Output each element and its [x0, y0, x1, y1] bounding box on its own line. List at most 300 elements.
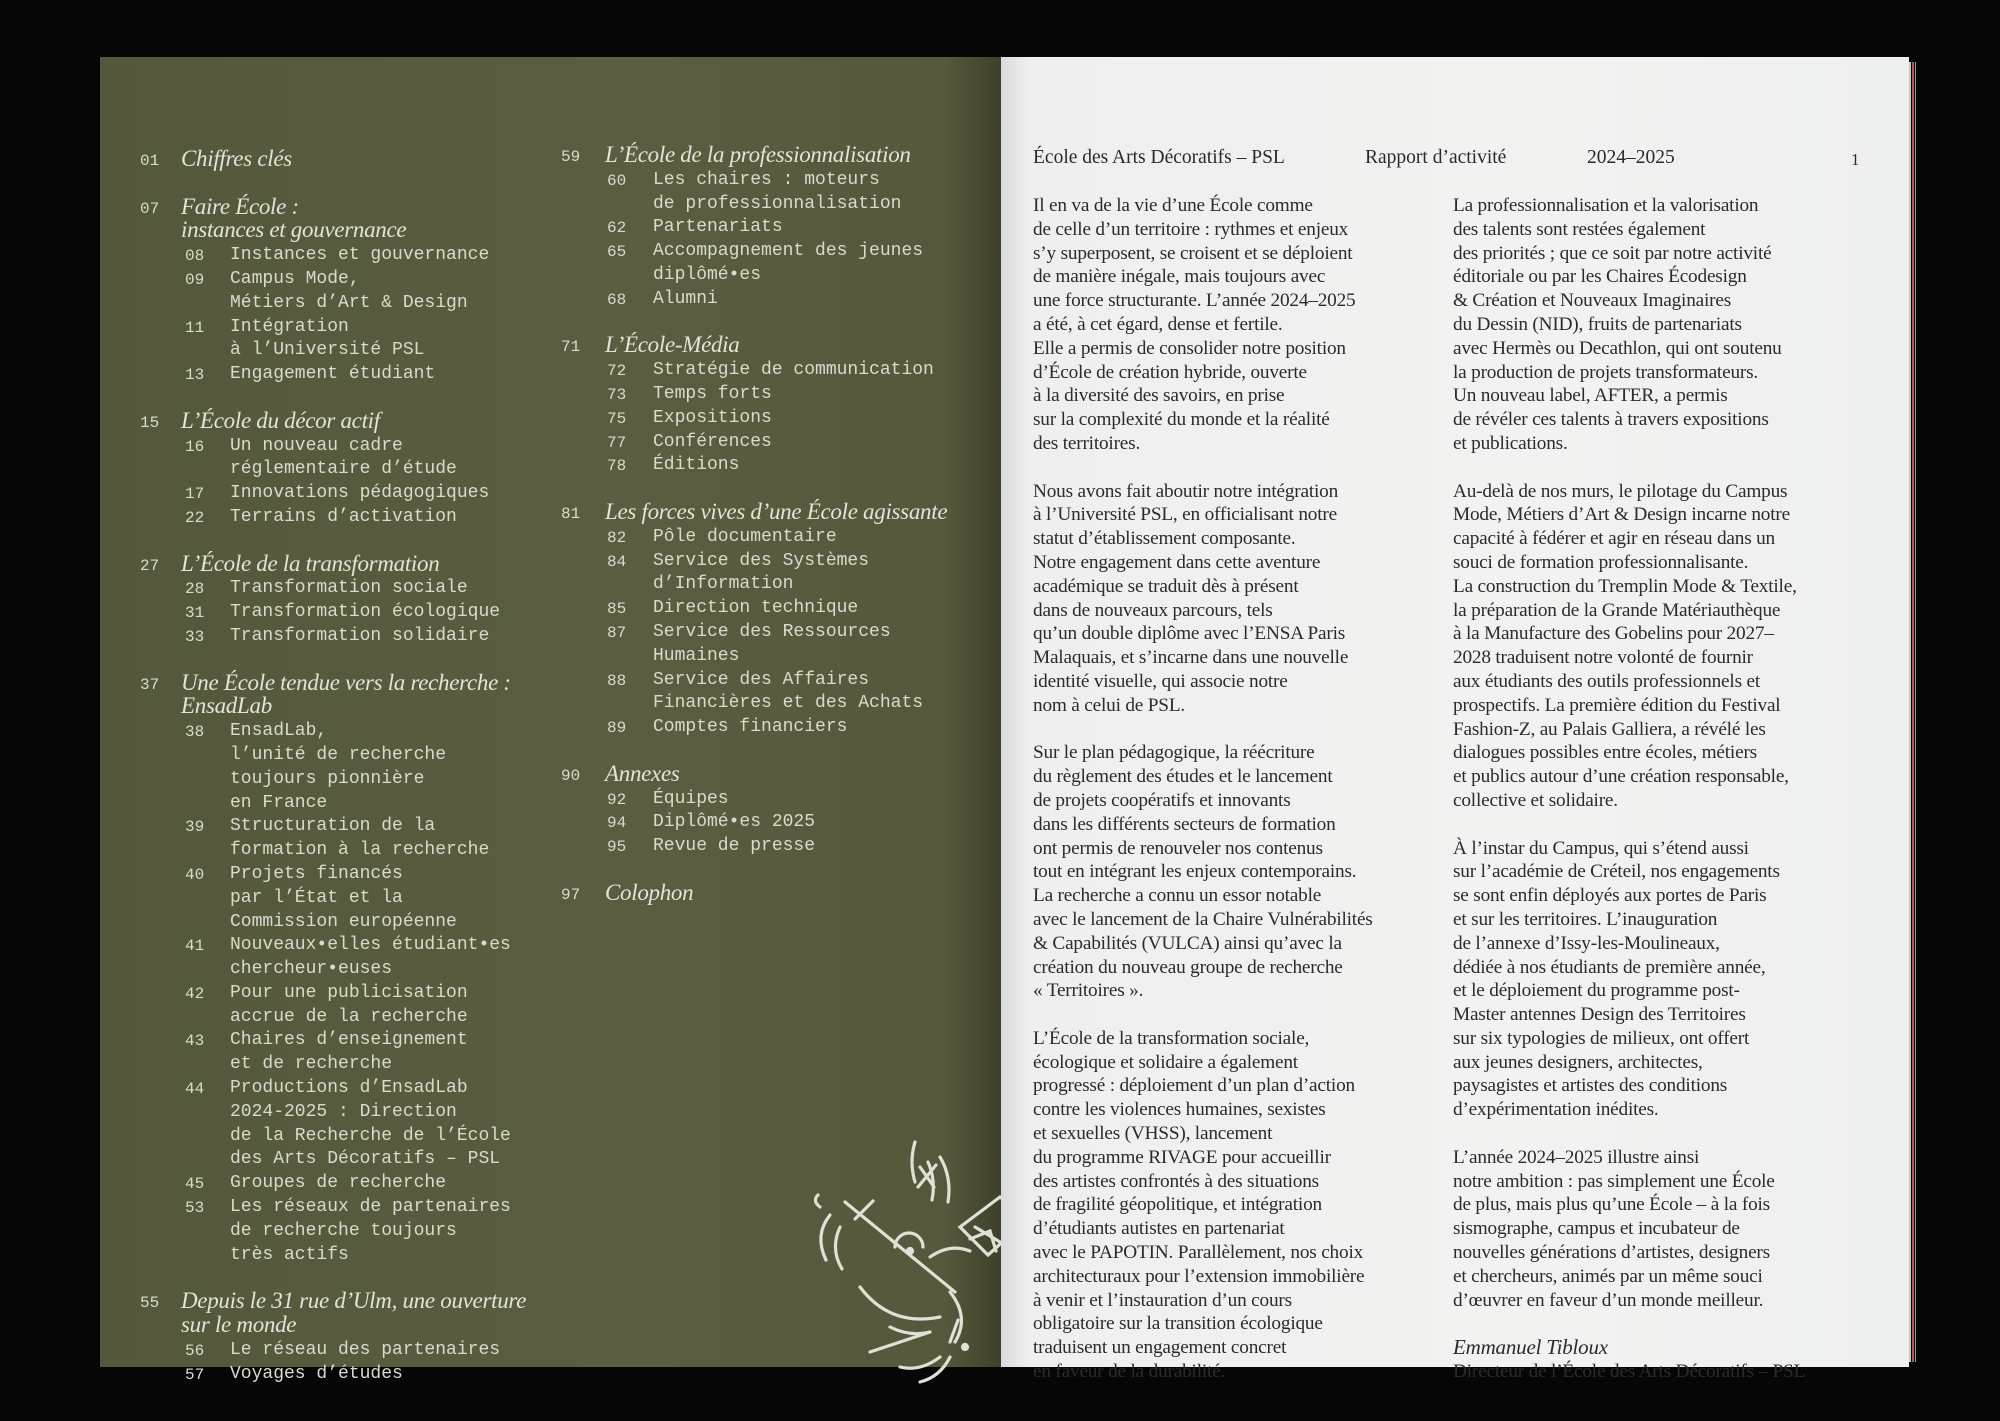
- toc-item-line: [140, 1148, 560, 1172]
- toc-section-heading-line: [561, 760, 981, 788]
- paragraph-line: aux étudiants des outils professionnels et: [1453, 670, 1761, 692]
- toc-item-title: de professionnalisation: [653, 193, 902, 214]
- signature-title: Directeur de l’École des Arts Décoratifs – PSL: [1453, 1361, 1806, 1383]
- paragraph-line: de fragilité géopolitique, et intégration: [1033, 1194, 1322, 1216]
- paragraph-line: de révéler ces talents à travers expositions: [1453, 409, 1769, 431]
- toc-item-line: [140, 1006, 560, 1030]
- toc-spacer: [561, 907, 981, 931]
- toc-item-title: Service des Affaires: [653, 669, 870, 690]
- paragraph-line: sur l’académie de Créteil, nos engagements: [1453, 861, 1780, 883]
- toc-item-page-number: 65: [607, 243, 627, 262]
- toc-item-line: [561, 383, 981, 407]
- toc-section: [140, 550, 560, 649]
- toc-item-title: Expositions: [653, 407, 772, 428]
- toc-section-page-number: 97: [561, 885, 581, 904]
- toc-item-title: Commission européenne: [230, 911, 457, 932]
- paragraph-line: des talents sont restées également: [1453, 218, 1706, 240]
- paragraph-line: dédiée à nos étudiants de première année,: [1453, 956, 1766, 978]
- toc-item-title: toujours pionnière: [230, 768, 425, 789]
- paragraph-line: d’étudiants autistes en partenariat: [1033, 1218, 1285, 1240]
- toc-item-title: Service des Systèmes: [653, 550, 870, 571]
- toc-item[interactable]: [561, 835, 981, 859]
- paragraph-line: et sexuelles (VHSS), lancement: [1033, 1123, 1273, 1145]
- toc-item-title: Un nouveau cadre: [230, 435, 403, 456]
- toc-section: [561, 142, 981, 312]
- toc-item-title: en France: [230, 792, 328, 813]
- toc-item-page-number: 09: [185, 270, 205, 289]
- toc-item-line: [140, 1196, 560, 1220]
- toc-item-page-number: 43: [185, 1032, 205, 1051]
- toc-item-line: [561, 359, 981, 383]
- toc-item-title: Transformation écologique: [230, 602, 501, 623]
- paragraph-line: nom à celui de PSL.: [1033, 694, 1186, 716]
- toc-item-line: [140, 625, 560, 649]
- toc-item-title: d’Information: [653, 574, 794, 595]
- paragraph-line: 2028 traduisent notre volonté de fournir: [1453, 647, 1753, 669]
- paragraph-line: notre ambition : pas simplement une École: [1453, 1170, 1775, 1192]
- toc-item-title: Terrains d’activation: [230, 506, 457, 527]
- paragraph-line: sur la complexité du monde et la réalité: [1033, 409, 1330, 431]
- toc-item-title: Les chaires : moteurs: [653, 169, 880, 190]
- header-years: 2024–2025: [1587, 147, 1675, 168]
- toc-item[interactable]: [140, 863, 560, 934]
- paragraph-line: identité visuelle, qui associe notre: [1033, 670, 1288, 692]
- paragraph-line: des priorités ; que ce soit par notre activité: [1453, 242, 1772, 264]
- toc-section-heading-line: [140, 1312, 560, 1339]
- toc-item-line: [140, 1244, 560, 1268]
- paragraph: [1453, 837, 1873, 1123]
- paragraph-line: des territoires.: [1033, 432, 1141, 454]
- toc-item-line: [561, 169, 981, 193]
- toc-item-line: [561, 526, 981, 550]
- toc-section-heading: EnsadLab: [181, 693, 272, 719]
- paragraph-spacer: [1453, 813, 1873, 837]
- toc-section-heading-line: [561, 879, 981, 907]
- toc-section-heading-line: [561, 142, 981, 169]
- toc-item[interactable]: [561, 716, 981, 740]
- toc-section-heading: Faire École :: [181, 193, 299, 219]
- toc-item[interactable]: [140, 982, 560, 1030]
- toc-item-page-number: 38: [185, 723, 205, 742]
- toc-item-line: [561, 692, 981, 716]
- toc-item-title: Groupes de recherche: [230, 1173, 447, 1194]
- toc-item[interactable]: [140, 506, 560, 530]
- paragraph-line: la production de projets transformateurs.: [1453, 361, 1759, 383]
- toc-item-page-number: 11: [185, 318, 205, 337]
- paragraph-line: à l’Université PSL, en officialisant notre: [1033, 504, 1337, 526]
- toc-item-page-number: 40: [185, 865, 205, 884]
- paragraph-line: à venir et l’instauration d’un cours: [1033, 1289, 1292, 1311]
- header-school: École des Arts Décoratifs – PSL: [1033, 147, 1285, 168]
- toc-item-line: [140, 1101, 560, 1125]
- paragraph-line: collective et solidaire.: [1453, 789, 1618, 811]
- toc-item[interactable]: [561, 407, 981, 431]
- paragraph-line: Elle a permis de consolider notre position: [1033, 337, 1346, 359]
- paragraph-line: des artistes confrontés à des situations: [1033, 1170, 1319, 1192]
- toc-item-title: l’unité de recherche: [230, 744, 447, 765]
- paragraph-line: s’y superposent, se croisent et se déploient: [1033, 242, 1353, 264]
- paragraph-line: aux jeunes designers, architectes,: [1453, 1051, 1703, 1073]
- paragraph-line: progressé : déploiement d’un plan d’action: [1033, 1075, 1355, 1097]
- toc-item-title: Innovations pédagogiques: [230, 483, 490, 504]
- paragraph-line: écologique et solidaire a également: [1033, 1051, 1298, 1073]
- paragraph-line: académique se traduit dès à présent: [1033, 575, 1299, 597]
- paragraph-spacer: [1033, 1003, 1433, 1027]
- paragraph-line: Master antennes Design des Territoires: [1453, 1004, 1746, 1026]
- toc-section-page-number: 27: [140, 556, 160, 575]
- toc-item-line: [140, 268, 560, 292]
- toc-item-title: Éditions: [653, 455, 740, 476]
- toc-section-heading: Une École tendue vers la recherche :: [181, 669, 511, 695]
- toc-item[interactable]: [140, 244, 560, 268]
- toc-item-line: [140, 458, 560, 482]
- toc-item-page-number: 94: [607, 814, 627, 833]
- toc-item-title: Le réseau des partenaires: [230, 1339, 501, 1360]
- toc-section-heading-line: [561, 498, 981, 526]
- toc-item-title: de la Recherche de l’École: [230, 1125, 511, 1146]
- toc-item[interactable]: [140, 1363, 560, 1387]
- toc-item-line: [561, 621, 981, 645]
- toc-item-title: Équipes: [653, 788, 729, 809]
- toc-item-title: Humaines: [653, 645, 740, 666]
- paragraph-line: se sont enfin déployés aux portes de Paris: [1453, 885, 1767, 907]
- paragraph-line: obligatoire sur la transition écologique: [1033, 1313, 1323, 1335]
- toc-item-line: [561, 216, 981, 240]
- toc-item[interactable]: [561, 669, 981, 717]
- toc-item[interactable]: [561, 788, 981, 812]
- toc-section-page-number: 90: [561, 766, 581, 785]
- toc-item[interactable]: [561, 240, 981, 288]
- toc-item[interactable]: [140, 435, 560, 483]
- paragraph-line: la préparation de la Grande Matériauthèque: [1453, 599, 1781, 621]
- toc-item-title: à l’Université PSL: [230, 340, 425, 361]
- toc-item-title: Conférences: [653, 431, 772, 452]
- paragraph-line: sismographe, campus et incubateur de: [1453, 1218, 1740, 1240]
- toc-item-page-number: 31: [185, 604, 205, 623]
- toc-item-title: Financières et des Achats: [653, 693, 924, 714]
- toc-item[interactable]: [561, 431, 981, 455]
- toc-item-line: [140, 958, 560, 982]
- toc-item-page-number: 84: [607, 552, 627, 571]
- toc-page: [100, 57, 1001, 1384]
- toc-item-title: par l’État et la: [230, 887, 403, 908]
- paragraph-spacer: [1033, 718, 1433, 742]
- toc-item-line: [140, 792, 560, 816]
- paragraph-line: La professionnalisation et la valorisation: [1453, 195, 1759, 216]
- toc-item-page-number: 28: [185, 580, 205, 599]
- page-edge: [1915, 62, 1916, 1362]
- toc-item[interactable]: [140, 625, 560, 649]
- toc-item-line: [140, 744, 560, 768]
- toc-item-page-number: 13: [185, 366, 205, 385]
- toc-section-heading: Colophon: [605, 879, 694, 905]
- toc-item-title: Direction technique: [653, 598, 859, 619]
- toc-item-line: [140, 506, 560, 530]
- toc-spacer: [140, 530, 560, 554]
- toc-item[interactable]: [140, 363, 560, 387]
- toc-column-left: [140, 146, 560, 1410]
- toc-item-line: [140, 1029, 560, 1053]
- paragraph-line: de manière inégale, mais toujours avec: [1033, 266, 1326, 288]
- toc-item-line: [561, 407, 981, 431]
- toc-item-line: [561, 573, 981, 597]
- paragraph-line: sur six typologies de milieux, ont offert: [1453, 1027, 1750, 1049]
- toc-section-heading-line: [140, 146, 560, 173]
- paragraph-line: La construction du Tremplin Mode & Textile,: [1453, 575, 1797, 597]
- paragraph-line: Malaquais, et s’incarne dans une nouvelle: [1033, 647, 1349, 669]
- toc-item-title: Pôle documentaire: [653, 526, 837, 547]
- toc-item[interactable]: [561, 454, 981, 478]
- toc-section: [561, 879, 981, 907]
- toc-item[interactable]: [140, 720, 560, 815]
- paragraph-line: à la Manufacture des Gobelins pour 2027–: [1453, 623, 1774, 645]
- toc-item[interactable]: [140, 815, 560, 863]
- paragraph-line: À l’instar du Campus, qui s’étend aussi: [1453, 837, 1749, 859]
- toc-item-line: [561, 597, 981, 621]
- toc-item-line: [140, 1363, 560, 1387]
- toc-item-page-number: 22: [185, 508, 205, 527]
- toc-item[interactable]: [561, 597, 981, 621]
- toc-item-title: Comptes financiers: [653, 717, 848, 738]
- toc-item-page-number: 85: [607, 600, 627, 619]
- toc-section-heading-line: [140, 407, 560, 435]
- toc-item-page-number: 77: [607, 433, 627, 452]
- page-edge: [1909, 62, 1911, 1362]
- paragraph-line: éditoriale ou par les Chaires Écodesign: [1453, 266, 1747, 288]
- paragraph-line: capacité à fédérer et agir en réseau dans un: [1453, 528, 1775, 550]
- toc-item[interactable]: [561, 216, 981, 240]
- toc-item-line: [140, 720, 560, 744]
- toc-item-line: [140, 1172, 560, 1196]
- paragraph-line: et chercheurs, animés par un même souci: [1453, 1265, 1763, 1287]
- paragraph-line: & Création et Nouveaux Imaginaires: [1453, 290, 1732, 312]
- toc-item-line: [140, 292, 560, 316]
- toc-section-heading: L’École-Média: [605, 332, 740, 358]
- paragraph-line: Nous avons fait aboutir notre intégration: [1033, 480, 1339, 502]
- toc-section-heading: L’École du décor actif: [181, 407, 380, 433]
- toc-item-line: [140, 435, 560, 459]
- toc-item-title: Transformation solidaire: [230, 625, 490, 646]
- toc-item-title: EnsadLab,: [230, 721, 328, 742]
- toc-item-line: [140, 887, 560, 911]
- toc-section-page-number: 01: [140, 152, 160, 170]
- toc-item-page-number: 89: [607, 719, 627, 738]
- toc-spacer: [140, 1386, 560, 1410]
- toc-item[interactable]: [140, 1172, 560, 1196]
- toc-item-title: réglementaire d’étude: [230, 459, 457, 480]
- toc-section-page-number: 71: [561, 338, 581, 357]
- toc-item-title: Engagement étudiant: [230, 364, 436, 385]
- paragraph-line: ont permis de renouveler nos contenus: [1033, 837, 1323, 859]
- toc-item-title: Transformation sociale: [230, 578, 468, 599]
- paragraph-line: Au-delà de nos murs, le pilotage du Campus: [1453, 480, 1788, 502]
- paragraph: [1453, 194, 1873, 456]
- toc-item-page-number: 82: [607, 528, 627, 547]
- toc-item[interactable]: [561, 621, 981, 669]
- toc-item-page-number: 78: [607, 457, 627, 476]
- toc-section-page-number: 55: [140, 1294, 160, 1313]
- paragraph-line: de celle d’un territoire : rythmes et enjeux: [1033, 218, 1349, 240]
- paragraph-line: L’année 2024–2025 illustre ainsi: [1453, 1146, 1700, 1168]
- toc-item[interactable]: [140, 934, 560, 982]
- paragraph-line: nouvelles générations d’artistes, designers: [1453, 1242, 1770, 1264]
- toc-item-title: Temps forts: [653, 383, 772, 404]
- toc-item[interactable]: [140, 1029, 560, 1077]
- toc-section: [561, 498, 981, 740]
- paragraph-line: de projets coopératifs et innovants: [1033, 789, 1291, 811]
- toc-item-title: Instances et gouvernance: [230, 245, 490, 266]
- paragraph-line: L’École de la transformation sociale,: [1033, 1027, 1310, 1049]
- toc-item-line: [561, 835, 981, 859]
- toc-item-line: [140, 1125, 560, 1149]
- toc-item-page-number: 73: [607, 385, 627, 404]
- toc-item[interactable]: [140, 1077, 560, 1172]
- paragraph-line: de plus, mais plus qu’une École – à la fois: [1453, 1194, 1770, 1216]
- toc-item-line: [140, 911, 560, 935]
- paragraph-line: dans les différents secteurs de formation: [1033, 813, 1336, 835]
- toc-section: [140, 146, 560, 173]
- toc-item-line: [140, 363, 560, 387]
- toc-section-page-number: 81: [561, 504, 581, 523]
- toc-item[interactable]: [561, 526, 981, 550]
- toc-item-page-number: 16: [185, 437, 205, 456]
- toc-item-line: [561, 431, 981, 455]
- toc-item[interactable]: [561, 288, 981, 312]
- toc-item[interactable]: [561, 550, 981, 598]
- paragraph-line: du règlement des études et le lancement: [1033, 766, 1333, 788]
- toc-section-heading: L’École de la transformation: [181, 550, 440, 576]
- toc-item[interactable]: [140, 268, 560, 316]
- paragraph-line: d’École de création hybride, ouverte: [1033, 361, 1307, 383]
- toc-item-line: [140, 839, 560, 863]
- toc-section: [140, 1288, 560, 1386]
- toc-section: [561, 332, 981, 478]
- toc-section: [140, 407, 560, 530]
- paragraph-line: tout en intégrant les enjeux contemporains.: [1033, 861, 1357, 883]
- toc-item-title: de recherche toujours: [230, 1220, 457, 1241]
- toc-item-line: [561, 454, 981, 478]
- paragraph-line: dialogues possibles entre écoles, métiers: [1453, 742, 1757, 764]
- toc-item[interactable]: [561, 359, 981, 383]
- toc-item-line: [140, 1220, 560, 1244]
- toc-item-page-number: 87: [607, 623, 627, 642]
- paragraph-line: en faveur de la durabilité.: [1033, 1361, 1226, 1383]
- toc-item-line: [140, 244, 560, 268]
- toc-item-title: Stratégie de communication: [653, 360, 934, 381]
- toc-item[interactable]: [140, 1196, 560, 1267]
- toc-item-line: [561, 550, 981, 574]
- toc-item-line: [140, 863, 560, 887]
- toc-item[interactable]: [140, 482, 560, 506]
- toc-section-heading: L’École de la professionnalisation: [605, 142, 911, 167]
- paragraph: [1033, 1027, 1433, 1384]
- toc-item-title: diplômé•es: [653, 264, 762, 285]
- paragraph-line: de l’annexe d’Issy-les-Moulineaux,: [1453, 932, 1720, 954]
- paragraph-line: qu’un double diplôme avec l’ENSA Paris: [1033, 623, 1346, 645]
- paragraph-line: du Dessin (NID), fruits de partenariats: [1453, 313, 1742, 335]
- toc-item-page-number: 45: [185, 1175, 205, 1194]
- paragraph-line: avec le lancement de la Chaire Vulnérabilités: [1033, 908, 1373, 930]
- toc-column-right: [561, 142, 981, 930]
- toc-item-title: formation à la recherche: [230, 840, 490, 861]
- toc-item-page-number: 53: [185, 1199, 205, 1218]
- toc-item-line: [561, 240, 981, 264]
- toc-item[interactable]: [140, 577, 560, 601]
- page-edge: [1912, 62, 1914, 1362]
- paragraph-line: dans de nouveaux parcours, tels: [1033, 599, 1273, 621]
- toc-item-title: Diplômé•es 2025: [653, 812, 816, 833]
- paragraph-line: avec Hermès ou Decathlon, qui ont soutenu: [1453, 337, 1782, 359]
- paragraph: [1453, 1146, 1873, 1313]
- toc-item-page-number: 95: [607, 838, 627, 857]
- toc-item-title: très actifs: [230, 1244, 349, 1265]
- toc-item-title: et de recherche: [230, 1054, 393, 1075]
- toc-item-title: Accompagnement des jeunes: [653, 241, 924, 262]
- paragraph-line: traduisent un engagement concret: [1033, 1337, 1287, 1359]
- toc-item[interactable]: [140, 601, 560, 625]
- toc-item-page-number: 42: [185, 984, 205, 1003]
- paragraph-line: « Territoires ».: [1033, 980, 1144, 1002]
- toc-item-line: [561, 811, 981, 835]
- toc-section: [561, 760, 981, 859]
- paragraph: [1033, 480, 1433, 718]
- paragraph-line: Fashion-Z, au Palais Galliera, a révélé les: [1453, 718, 1766, 740]
- toc-item[interactable]: [140, 1339, 560, 1363]
- toc-item-page-number: 92: [607, 790, 627, 809]
- toc-item[interactable]: [561, 383, 981, 407]
- toc-item-line: [140, 1077, 560, 1101]
- paragraph-line: à la diversité des savoirs, en prise: [1033, 385, 1285, 407]
- toc-item-line: [140, 601, 560, 625]
- toc-section: [140, 193, 560, 387]
- toc-item-title: Nouveaux•elles étudiant•es: [230, 935, 511, 956]
- toc-item-page-number: 75: [607, 409, 627, 428]
- toc-item-line: [140, 1339, 560, 1363]
- toc-item[interactable]: [561, 811, 981, 835]
- paragraph: [1453, 480, 1873, 813]
- toc-item-line: [140, 815, 560, 839]
- toc-item-title: Structuration de la: [230, 816, 436, 837]
- toc-item[interactable]: [140, 316, 560, 364]
- paragraph: [1033, 741, 1433, 1003]
- editorial-column-1: [1033, 194, 1433, 1384]
- toc-item-line: [561, 669, 981, 693]
- paragraph-line: architecturaux pour l’extension immobilière: [1033, 1265, 1365, 1287]
- paragraph-spacer: [1453, 1312, 1873, 1336]
- toc-item-line: [140, 934, 560, 958]
- toc-item-title: chercheur•euses: [230, 959, 393, 980]
- toc-item-title: Alumni: [653, 288, 718, 309]
- paragraph-line: contre les violences humaines, sexistes: [1033, 1099, 1326, 1121]
- toc-item-line: [140, 768, 560, 792]
- paragraph-line: une force structurante. L’année 2024–2025: [1033, 290, 1356, 312]
- toc-item-line: [140, 577, 560, 601]
- toc-item-page-number: 88: [607, 671, 627, 690]
- toc-item[interactable]: [561, 169, 981, 217]
- paragraph-line: et publications.: [1453, 432, 1568, 454]
- toc-item-page-number: 08: [185, 247, 205, 266]
- paragraph-line: avec le PAPOTIN. Parallèlement, nos choix: [1033, 1242, 1364, 1264]
- toc-item-page-number: 60: [607, 171, 627, 190]
- toc-item-line: [561, 264, 981, 288]
- toc-item-title: Pour une publicisation: [230, 982, 468, 1003]
- paragraph-line: statut d’établissement composante.: [1033, 528, 1296, 550]
- paragraph-line: d’expérimentation inédites.: [1453, 1099, 1659, 1121]
- toc-item-title: Service des Ressources: [653, 621, 891, 642]
- paragraph-line: Notre engagement dans cette aventure: [1033, 551, 1321, 573]
- toc-item-title: Chaires d’enseignement: [230, 1030, 468, 1051]
- toc-item-title: Partenariats: [653, 217, 783, 238]
